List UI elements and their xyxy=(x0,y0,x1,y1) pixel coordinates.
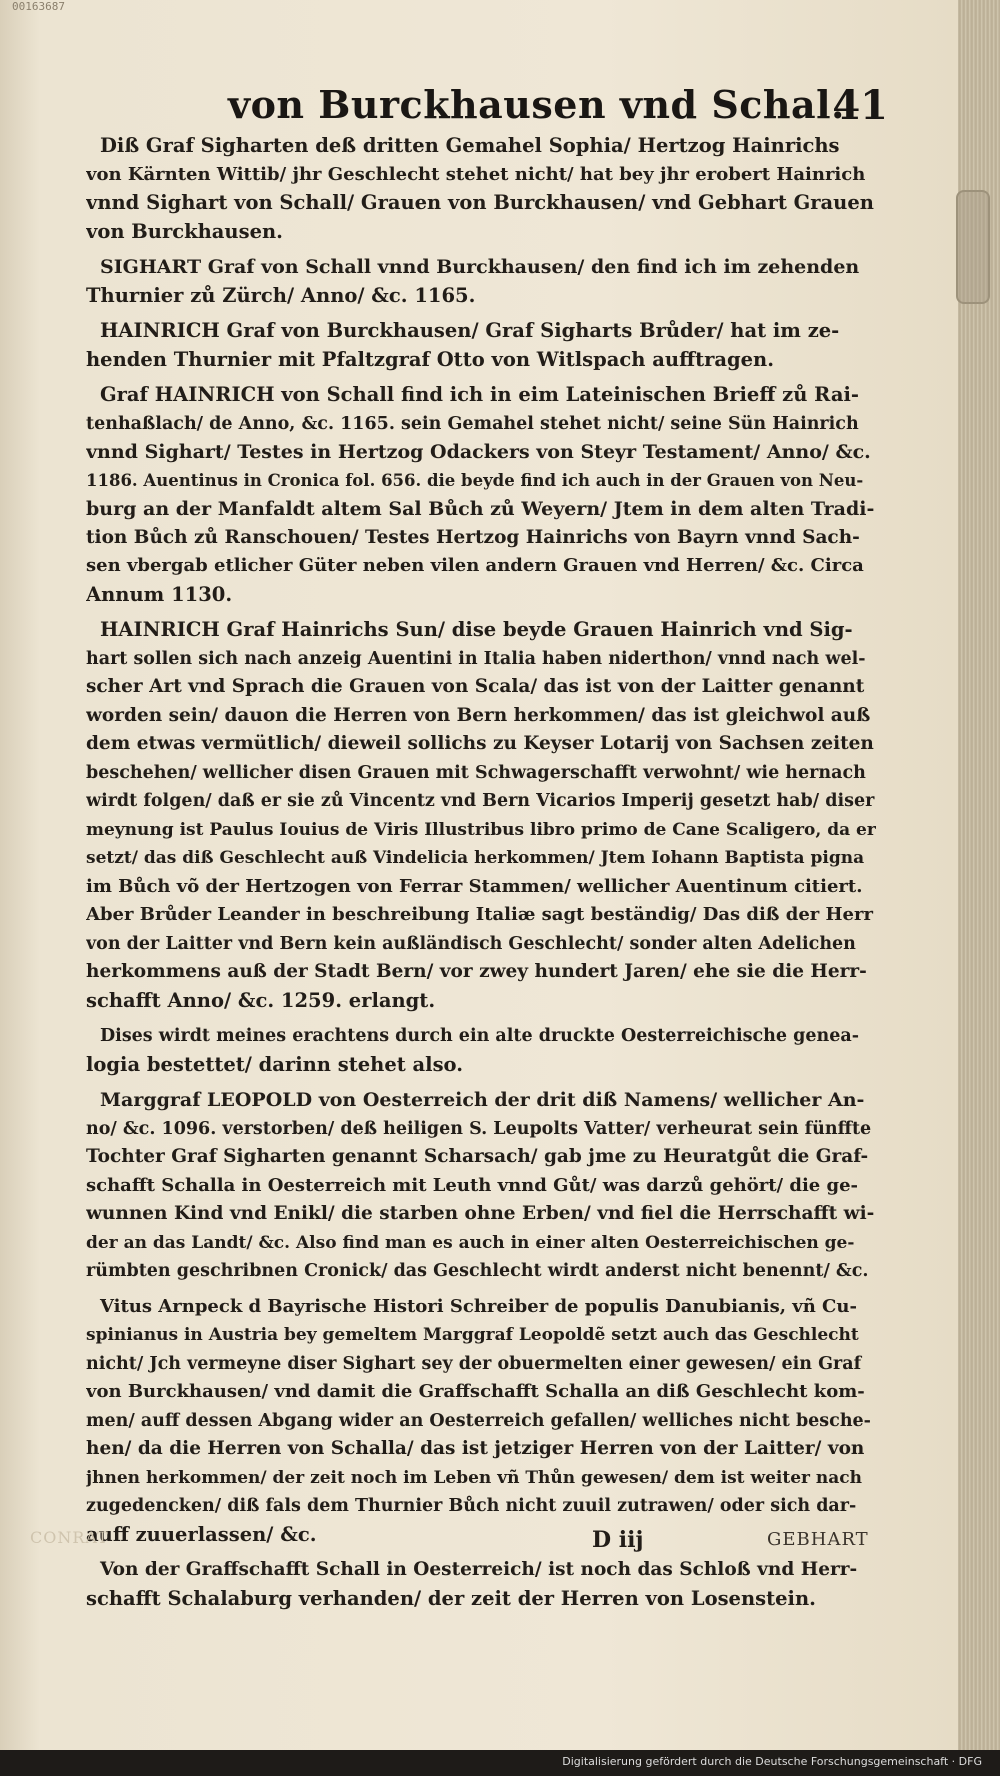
text-line: no/ &c. 1096. verstorben/ deß heiligen S. Leupolts Vatter/ verheurat sein fünffte xyxy=(86,1118,872,1139)
text-line: schafft Schalla in Oesterreich mit Leuth vnnd Gůt/ was darzů gehört/ die ge- xyxy=(86,1174,859,1196)
paragraph-gap xyxy=(86,609,876,616)
paragraph xyxy=(86,1556,876,1613)
text-line: von Burckhausen/ vnd damit die Graffschafft Schalla an diß Geschlecht kom- xyxy=(86,1381,865,1402)
text-line: dem etwas vermütlich/ dieweil sollichs zu Keyser Lotarij von Sachsen zeiten xyxy=(86,733,874,754)
paragraph xyxy=(86,253,876,310)
running-title: von Burckhausen vnd Schal. xyxy=(228,82,845,127)
text-line: herkommens auß der Stadt Bern/ vor zwey hundert Jaren/ ehe sie die Herr- xyxy=(86,961,867,982)
text-line: nicht/ Jch vermeyne diser Sighart sey der obuermelten einer gewesen/ ein Graf xyxy=(86,1353,862,1374)
text-line: beschehen/ wellicher disen Grauen mit Schwagerschafft verwohnt/ wie hernach xyxy=(86,762,866,783)
text-line: Annum 1130. xyxy=(86,582,233,606)
text-line: tenhaßlach/ de Anno, &c. 1165. sein Gemahel stehet nicht/ seine Sün Hainrich xyxy=(86,413,859,434)
paragraph-gap xyxy=(86,246,876,253)
main-text xyxy=(86,132,876,1613)
paragraph xyxy=(86,381,876,609)
page-header xyxy=(228,82,888,134)
paragraph-gap xyxy=(86,1015,876,1022)
text-line: zugedencken/ diß fals dem Thurnier Bůch nicht zuuil zutrawen/ oder sich dar- xyxy=(86,1496,857,1516)
text-line: jhnen herkommen/ der zeit noch im Leben vñ Thůn gewesen/ dem ist weiter nach xyxy=(86,1467,862,1488)
text-line: der an das Landt/ &c. Also find man es auch in einer alten Oesterreichischen ge- xyxy=(86,1232,855,1253)
text-line: henden Thurnier mit Pfaltzgraf Otto von Witlspach aufftragen. xyxy=(86,347,775,371)
text-line: rümbten geschribnen Cronick/ das Geschlecht wirdt anderst nicht benennt/ &c. xyxy=(86,1261,869,1281)
text-line: Graf HAINRICH von Schall find ich in eim Lateinischen Brieff zů Rai- xyxy=(100,383,859,406)
text-line: Vitus Arnpeck d Bayrische Histori Schreiber de populis Danubianis, vñ Cu- xyxy=(100,1295,857,1317)
text-line: Diß Graf Sigharten deß dritten Gemahel Sophia/ Hertzog Hainrichs xyxy=(100,134,840,157)
text-line: Dises wirdt meines erachtens durch ein alte druckte Oesterreichische genea- xyxy=(100,1026,859,1046)
text-line: wirdt folgen/ daß er sie zů Vincentz vnd Bern Vicarios Imperij gesetzt hab/ diser xyxy=(86,791,875,811)
text-line: von Burckhausen. xyxy=(86,219,283,243)
paragraph-gap xyxy=(86,374,876,381)
paragraph xyxy=(86,1293,876,1550)
text-line: Tochter Graf Sigharten genannt Scharsach/ gab jme zu Heuratgůt die Graf- xyxy=(86,1146,869,1167)
text-line: schafft Schalaburg verhanden/ der zeit der Herren von Losenstein. xyxy=(86,1586,816,1610)
text-line: sen vbergab etlicher Güter neben vilen andern Grauen vnd Herren/ &c. Circa xyxy=(86,555,864,576)
text-line: burg an der Manfaldt altem Sal Bůch zů Weyern/ Jtem in dem alten Tradi- xyxy=(86,498,875,520)
paragraph-gap xyxy=(86,1079,876,1086)
text-line: Aber Brůder Leander in beschreibung Italiæ sagt beständig/ Das diß der Herr xyxy=(86,904,873,925)
text-line: von Kärnten Wittib/ jhr Geschlecht stehet nicht/ hat bey jhr erobert Hainrich xyxy=(86,163,866,185)
paragraph xyxy=(86,132,876,246)
text-line: men/ auff dessen Abgang wider an Oesterreich gefallen/ welliches nicht besche- xyxy=(86,1410,871,1431)
paragraph xyxy=(86,1022,876,1079)
text-line: hart sollen sich nach anzeig Auentini in Italia haben niderthon/ vnnd nach wel- xyxy=(86,648,866,669)
paragraph-gap xyxy=(86,1549,876,1556)
text-line: von der Laitter vnd Bern kein außländisch Geschlecht/ sonder alten Adelichen xyxy=(86,933,856,954)
clasp-shadow xyxy=(956,190,990,304)
text-line: Thurnier zů Zürch/ Anno/ &c. 1165. xyxy=(86,283,476,307)
text-line: meynung ist Paulus Iouius de Viris Illustribus libro primo de Cane Scaligero, da er xyxy=(86,819,876,840)
text-line: tion Bůch zů Ranschouen/ Testes Hertzog Hainrichs von Bayrn vnnd Sach- xyxy=(86,526,860,548)
scan-stamp: 00163687 xyxy=(12,0,65,13)
page-number: 41 xyxy=(832,82,888,129)
text-line: wunnen Kind vnd Enikl/ die starben ohne Erben/ vnd fiel die Herrschafft wi- xyxy=(86,1203,875,1224)
text-line: 1186. Auentinus in Cronica fol. 656. die beyde find ich auch in der Grauen von Neu- xyxy=(86,470,864,490)
text-line: worden sein/ dauon die Herren von Bern herkommen/ das ist gleichwol auß xyxy=(86,704,871,726)
text-line: auff zuuerlassen/ &c. xyxy=(86,1522,317,1546)
text-line: Von der Graffschafft Schall in Oesterreich/ ist noch das Schloß vnd Herr- xyxy=(100,1559,858,1580)
paragraph xyxy=(86,1086,876,1286)
text-line: vnnd Sighart/ Testes in Hertzog Odackers von Steyr Testament/ Anno/ &c. xyxy=(86,441,871,463)
text-line: HAINRICH Graf Hainrichs Sun/ dise beyde Grauen Hainrich vnd Sig- xyxy=(100,618,853,641)
text-line: setzt/ das diß Geschlecht auß Vindelicia herkommen/ Jtem Iohann Baptista pigna xyxy=(86,848,865,868)
text-line: SIGHART Graf von Schall vnnd Burckhausen/ den find ich im zehenden xyxy=(100,256,860,278)
text-line: scher Art vnd Sprach die Grauen von Scala/ das ist von der Laitter genannt xyxy=(86,676,865,697)
paragraph xyxy=(86,317,876,374)
text-line: schafft Anno/ &c. 1259. erlangt. xyxy=(86,988,436,1012)
digitization-credit: Digitalisierung gefördert durch die Deutsche Forschungsgemeinschaft · DFG xyxy=(562,1755,982,1768)
text-line: logia bestettet/ darinn stehet also. xyxy=(86,1052,463,1076)
bleed-through-text: CONRAT xyxy=(30,1528,109,1547)
text-line: HAINRICH Graf von Burckhausen/ Graf Sigharts Brůder/ hat im ze- xyxy=(100,319,840,342)
text-line: spinianus in Austria bey gemeltem Marggraf Leopoldẽ setzt auch das Geschlecht xyxy=(86,1325,859,1345)
text-line: im Bůch võ der Hertzogen von Ferrar Stammen/ wellicher Auentinum citiert. xyxy=(86,875,863,897)
paragraph-gap xyxy=(86,310,876,317)
paragraph xyxy=(86,616,876,1015)
text-line: vnnd Sighart von Schall/ Grauen von Burckhausen/ vnd Gebhart Grauen xyxy=(86,191,874,214)
text-line: Marggraf LEOPOLD von Oesterreich der drit diß Namens/ wellicher An- xyxy=(100,1089,865,1111)
catchword: GEBHART xyxy=(767,1529,869,1550)
paragraph-gap xyxy=(86,1286,876,1293)
signature-mark: D iij xyxy=(592,1527,644,1553)
text-line: hen/ da die Herren von Schalla/ das ist jetziger Herren von der Laitter/ von xyxy=(86,1438,865,1459)
